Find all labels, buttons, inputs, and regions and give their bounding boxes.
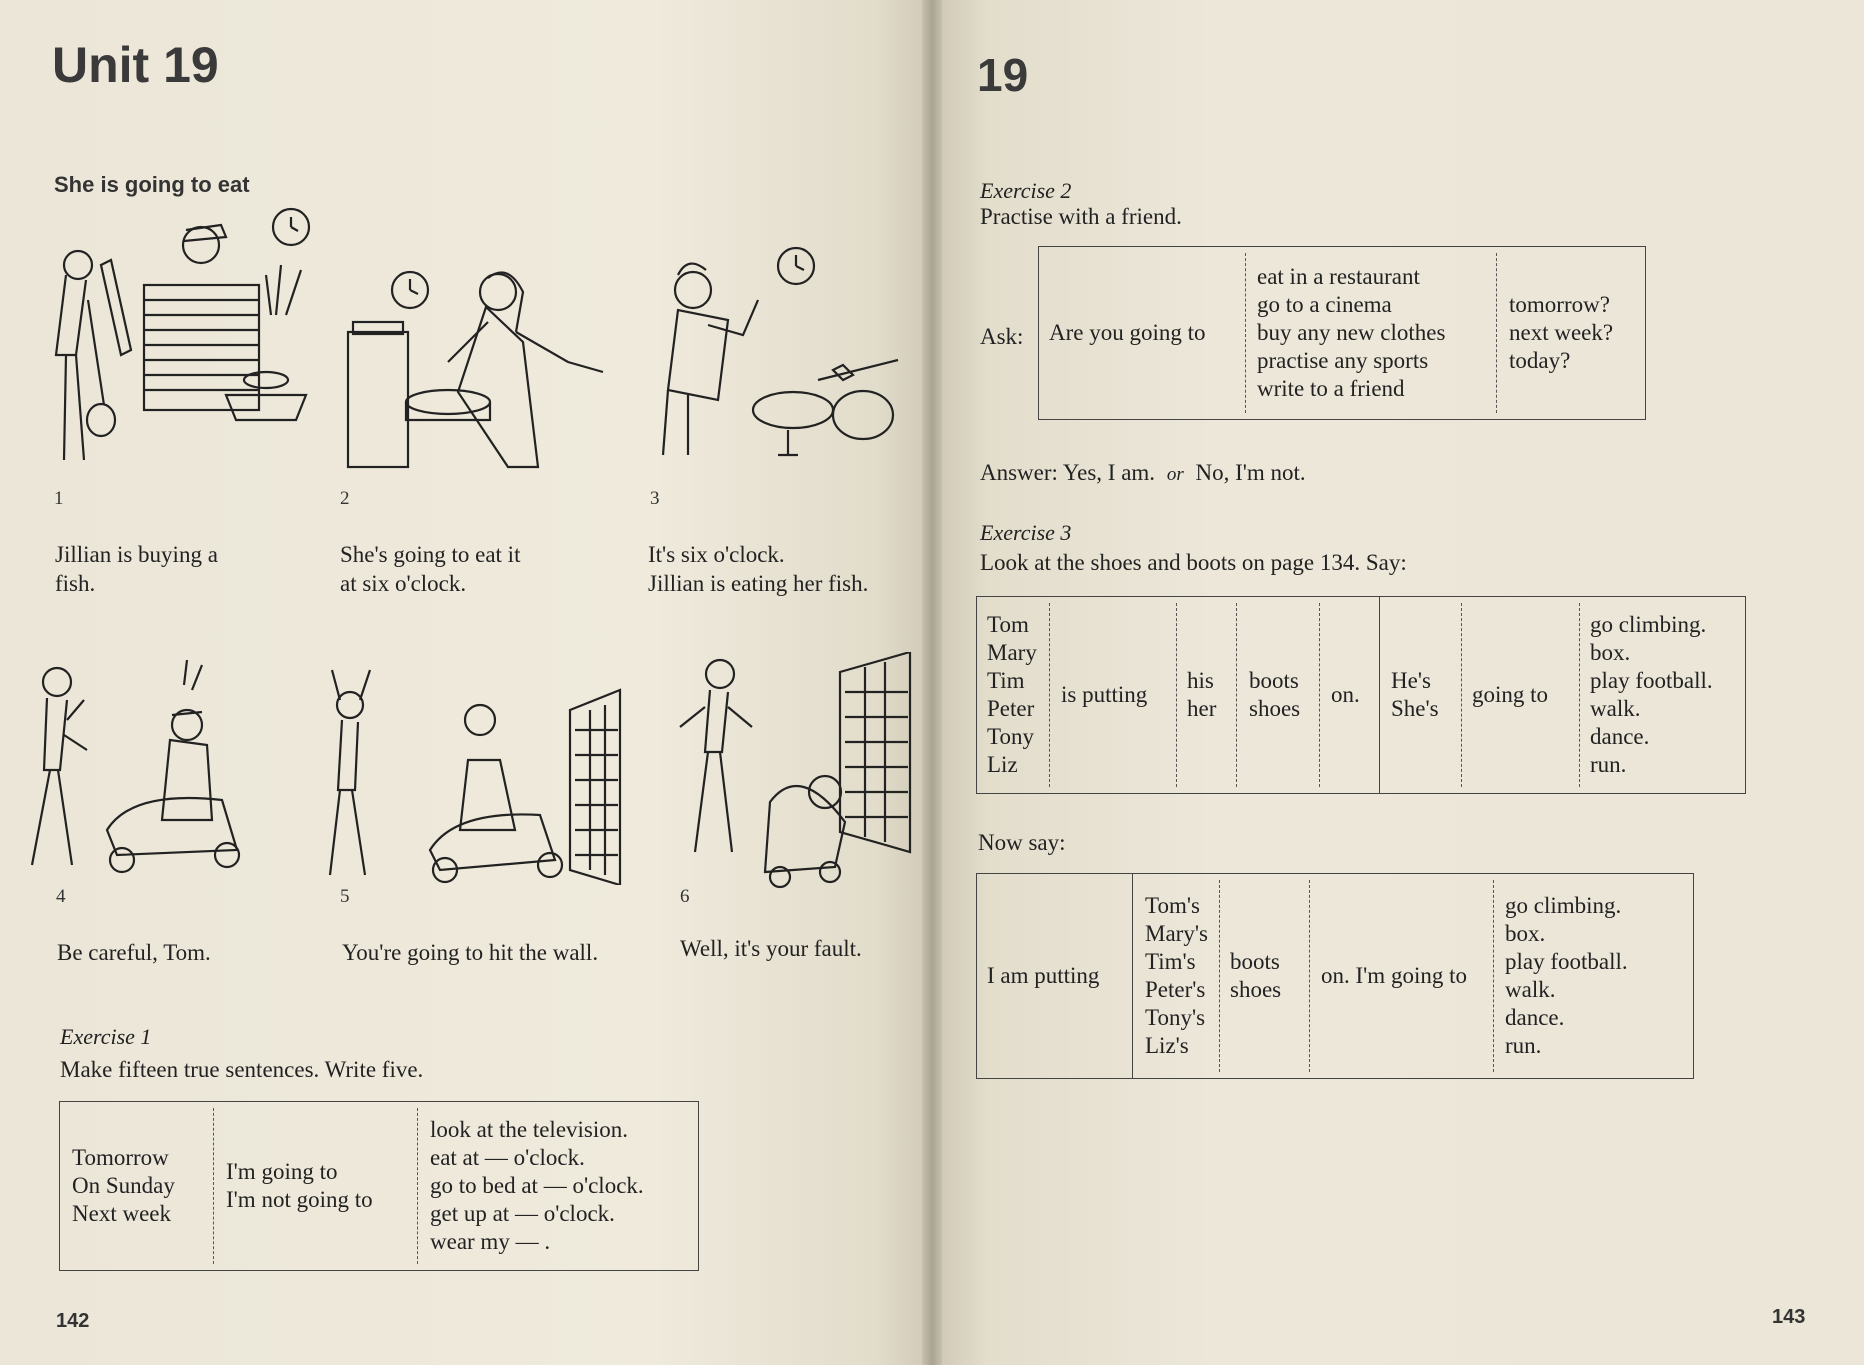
picture-2-number: 2 (340, 488, 350, 509)
illustration-3-eating (648, 240, 900, 480)
page-number-right: 143 (1772, 1306, 1806, 1328)
right-page (932, 0, 1864, 1365)
illustration-5-wall (310, 660, 632, 885)
illustration-6-crash (660, 652, 912, 892)
now-say-table (976, 873, 1694, 1079)
ex3-on-column: on. (1331, 682, 1360, 707)
ask-label: Ask: (980, 324, 1024, 349)
ex3-verb-column: is putting (1061, 682, 1148, 707)
exercise-3-label: Exercise 3 (980, 520, 1072, 545)
ex1-time-column: Tomorrow On Sunday Next week (72, 1145, 175, 1226)
exercise-1-label: Exercise 1 (60, 1024, 152, 1049)
picture-5-caption: You're going to hit the wall. (342, 940, 599, 965)
ex2-time-column: tomorrow? next week? today? (1509, 292, 1614, 373)
picture-2-caption: She's going to eat it at six o'clock. (340, 542, 521, 596)
illustration-2-cooking (338, 262, 628, 472)
exercise-2-table (1038, 246, 1646, 420)
now-say-footwear-column: boots shoes (1230, 949, 1282, 1002)
exercise-3-instruction: Look at the shoes and boots on page 134. Say: (980, 550, 1407, 575)
ex2-question-column: Are you going to (1049, 320, 1206, 345)
now-say-going-column: on. I'm going to (1321, 963, 1467, 988)
ex1-going-column: I'm going to I'm not going to (226, 1159, 373, 1212)
ex3-footwear-column: boots shoes (1249, 668, 1301, 721)
picture-3-caption: It's six o'clock. Jillian is eating her fish. (648, 542, 869, 596)
exercise-1-instruction: Make fifteen true sentences. Write five. (60, 1057, 424, 1082)
unit-title: Unit 19 (52, 37, 219, 93)
picture-4-number: 4 (56, 886, 66, 907)
picture-1-caption: Jillian is buying a fish. (55, 542, 218, 596)
picture-6-caption: Well, it's your fault. (680, 936, 862, 961)
ex2-activity-column: eat in a restaurant go to a cinema buy any new clothes practise any sports write to a friend (1257, 264, 1446, 401)
exercise-3-table (976, 596, 1746, 794)
now-say-activity-column: go climbing. box. play football. walk. dance. run. (1505, 893, 1628, 1058)
illustration-1-fish-market (26, 205, 326, 475)
now-say-instruction: Now say: (978, 830, 1066, 855)
exercise-2-label: Exercise 2 (980, 178, 1072, 203)
section-subheading: She is going to eat (54, 172, 250, 197)
picture-6-number: 6 (680, 886, 690, 907)
chapter-number: 19 (977, 49, 1029, 101)
now-say-name-column: Tom's Mary's Tim's Peter's Tony's Liz's (1145, 893, 1208, 1058)
ex3-going-column: going to (1472, 682, 1549, 707)
exercise-2-answer: Answer: Yes, I am. or No, I'm not. (980, 460, 1306, 485)
picture-4-caption: Be careful, Tom. (57, 940, 211, 965)
picture-3-number: 3 (650, 488, 660, 509)
ex3-pronoun-column: He's She's (1391, 668, 1439, 721)
picture-5-number: 5 (340, 886, 350, 907)
illustration-4-scooter (22, 660, 254, 875)
ex3-activity-column: go climbing. box. play football. walk. dance. run. (1590, 612, 1713, 777)
page-number-left: 142 (56, 1310, 90, 1332)
picture-1-number: 1 (54, 488, 64, 509)
exercise-1-table (59, 1101, 699, 1271)
ex3-possessive-column: his her (1187, 668, 1217, 721)
now-say-subject-column: I am putting (987, 963, 1100, 988)
ex1-activity-column: look at the television. eat at — o'clock. go to bed at — o'clock. get up at — o'clock. wear my — . (430, 1117, 644, 1254)
ex3-name-column: Tom Mary Tim Peter Tony Liz (987, 612, 1037, 777)
exercise-2-instruction: Practise with a friend. (980, 204, 1182, 229)
book-spine (922, 0, 942, 1365)
